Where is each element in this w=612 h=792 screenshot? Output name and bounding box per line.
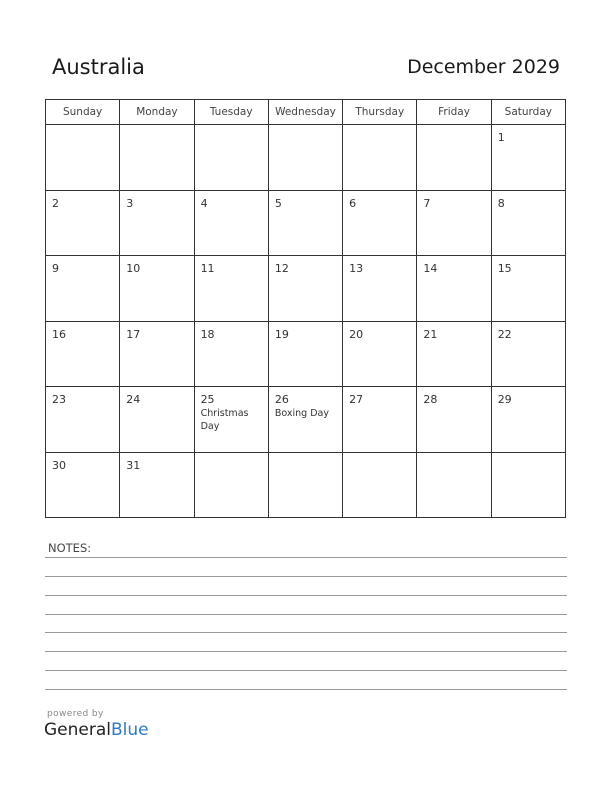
holiday-label: Boxing Day (274, 408, 329, 419)
day-cell (120, 321, 194, 387)
day-cell (120, 256, 194, 322)
day-cell (194, 321, 268, 387)
day-number: 25 (200, 393, 215, 406)
notes-line (45, 689, 567, 690)
weekday-header: Tuesday (194, 100, 268, 125)
week-row (46, 256, 566, 322)
day-number: 1 (497, 131, 505, 144)
day-cell (417, 321, 491, 387)
day-cell (417, 190, 491, 256)
day-number: 10 (126, 262, 141, 275)
empty-day-cell (417, 125, 491, 191)
day-cell (120, 452, 194, 518)
day-number: 4 (200, 196, 208, 210)
notes-line (45, 670, 567, 671)
day-cell (491, 387, 565, 453)
day-cell (194, 190, 268, 256)
day-cell (268, 321, 342, 387)
day-cell (46, 256, 120, 322)
day-cell (268, 256, 342, 322)
day-number: 16 (52, 327, 66, 341)
day-cell (194, 387, 268, 453)
day-number: 18 (200, 327, 215, 341)
week-row (46, 190, 566, 256)
notes-line (45, 651, 567, 652)
day-cell (194, 256, 268, 322)
day-number: 22 (497, 327, 512, 341)
empty-day-cell (46, 125, 120, 191)
day-cell (46, 452, 120, 518)
empty-day-cell (268, 125, 342, 191)
day-number: 23 (52, 393, 66, 406)
notes-line (45, 595, 567, 596)
day-cell (46, 387, 120, 453)
day-number: 15 (497, 262, 512, 275)
notes-line (45, 557, 567, 558)
day-number: 30 (52, 458, 66, 472)
day-number: 17 (126, 327, 141, 341)
week-row (46, 321, 566, 387)
day-cell (343, 190, 417, 256)
day-cell (268, 190, 342, 256)
day-cell (46, 190, 120, 256)
week-row (46, 452, 566, 518)
day-number: 14 (423, 262, 438, 275)
empty-day-cell (417, 452, 491, 518)
day-number: 24 (126, 393, 141, 406)
brand-logo-part1: General (44, 720, 111, 740)
notes-line (45, 576, 567, 577)
day-number: 26 (274, 393, 289, 406)
powered-by-text: powered by (47, 709, 104, 719)
empty-day-cell (194, 125, 268, 191)
week-row (46, 387, 566, 453)
day-cell (491, 321, 565, 387)
day-cell (417, 387, 491, 453)
weekday-header: Monday (120, 100, 194, 125)
notes-line (45, 614, 567, 615)
day-cell (491, 125, 565, 191)
day-number: 19 (274, 327, 289, 341)
day-cell (120, 190, 194, 256)
day-cell (268, 387, 342, 453)
day-cell (46, 321, 120, 387)
weekday-header: Saturday (491, 100, 565, 125)
weekday-header: Wednesday (268, 100, 342, 125)
weekday-header: Thursday (343, 100, 417, 125)
week-row (46, 125, 566, 191)
holiday-label: Christmas Day (200, 408, 249, 432)
calendar-grid (45, 99, 566, 518)
day-number: 9 (52, 262, 59, 275)
day-number: 31 (126, 458, 141, 472)
empty-day-cell (120, 125, 194, 191)
day-cell (491, 256, 565, 322)
notes-label: NOTES: (48, 541, 92, 555)
day-cell (343, 256, 417, 322)
day-number: 5 (274, 196, 282, 210)
month-year-title: December 2029 (407, 56, 560, 78)
day-number: 28 (423, 393, 438, 406)
empty-day-cell (491, 452, 565, 518)
empty-day-cell (194, 452, 268, 518)
weekday-header: Friday (417, 100, 491, 125)
day-number: 20 (349, 327, 364, 341)
day-number: 6 (349, 196, 357, 210)
day-number: 21 (423, 327, 438, 341)
brand-logo (44, 720, 149, 740)
day-cell (417, 256, 491, 322)
empty-day-cell (343, 452, 417, 518)
day-number: 7 (423, 196, 431, 210)
day-number: 29 (497, 393, 512, 406)
brand-logo-part2: Blue (111, 720, 149, 740)
empty-day-cell (268, 452, 342, 518)
day-number: 13 (349, 262, 364, 275)
empty-day-cell (343, 125, 417, 191)
day-cell (343, 321, 417, 387)
day-cell (120, 387, 194, 453)
country-title: Australia (52, 55, 145, 79)
day-number: 11 (200, 262, 215, 275)
day-number: 12 (274, 262, 289, 275)
weekday-header: Sunday (46, 100, 120, 125)
weekday-header-row (46, 100, 566, 125)
day-cell (343, 387, 417, 453)
notes-line (45, 632, 567, 633)
day-number: 2 (52, 196, 59, 210)
day-cell (491, 190, 565, 256)
day-number: 3 (126, 196, 134, 210)
day-number: 8 (497, 196, 505, 210)
day-number: 27 (349, 393, 364, 406)
